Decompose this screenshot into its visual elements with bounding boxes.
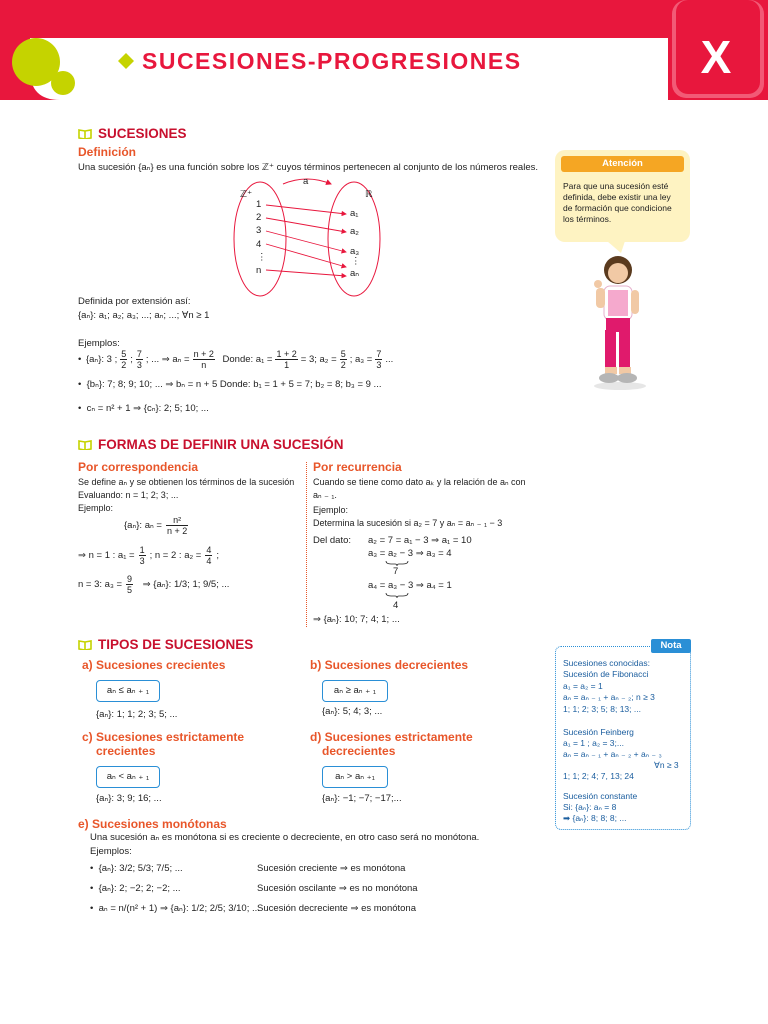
codomain-item: aₙ (350, 268, 360, 279)
domain-item: 3 (256, 225, 262, 236)
nota-box (555, 640, 691, 830)
underbrace-value: 4 (393, 600, 399, 611)
mapping-diagram (228, 172, 408, 302)
attention-title: Atención (561, 156, 684, 172)
recurrencia-text: Ejemplo: (313, 505, 349, 515)
fraction: $\frac{4}{4}$ (206, 545, 212, 566)
example-crecientes: {aₙ}: 1; 1; 2; 3; 5; ... (96, 709, 178, 720)
column-divider (306, 462, 307, 627)
subtitle-recurrencia: Por recurrencia (313, 460, 402, 474)
arrow-label: a (303, 176, 309, 187)
correspondencia-text: Se define aₙ y se obtienen los términos de la sucesión (78, 477, 295, 487)
definition-text: Una sucesión {aₙ} es una función sobre los ℤ⁺ cuyos términos pertenecen al conjunto de los números reales. (78, 162, 538, 173)
attention-text: Para que una sucesión esté (563, 181, 669, 191)
formula-box: aₙ ≥ aₙ ₊ ₁ (322, 680, 388, 702)
nota-line: Si: {aₙ}: aₙ = 8 (563, 802, 617, 812)
book-icon (78, 440, 92, 450)
monotona-example: • {aₙ}: 3/2; 5/3; 7/5; ... (90, 863, 183, 874)
attention-text: definida, debe existir una ley (563, 192, 671, 202)
recurrencia-step: a₂ = 7 = a₁ − 3 ⇒ a₁ = 10 (368, 535, 472, 546)
domain-item: n (256, 265, 262, 276)
fraction: $\frac{5}{2}$ (340, 349, 346, 370)
recurrencia-text: Cuando se tiene como dato aₖ y la relación de aₙ con (313, 477, 526, 487)
fraction: $\frac{1}{3}$ (139, 545, 145, 566)
nota-line: 1; 1; 2; 4; 7, 13; 24 (563, 771, 634, 781)
subtitle-estrictamente-crecientes: c) Sucesiones estrictamente (82, 730, 245, 744)
diamond-icon (118, 53, 134, 69)
correspondencia-text: Evaluando: n = 1; 2; 3; ... (78, 490, 179, 500)
extension-formula: {aₙ}: a₁; a₂; a₃; ...; aₙ; ...; ∀n ≥ 1 (78, 310, 210, 321)
nota-line: ∀n ≥ 3 (654, 760, 679, 770)
example-decrecientes: {aₙ}: 5; 4; 3; ... (322, 706, 383, 717)
domain-item: 1 (256, 199, 262, 210)
nota-line: a₁ = 1 ; a₂ = 3;... (563, 738, 624, 748)
examples-label: Ejemplos: (78, 338, 120, 349)
book-icon (78, 640, 92, 650)
section-title-sucesiones: SUCESIONES (98, 126, 187, 141)
example-2: • {bₙ}: 7; 8; 9; 10; ... ⇒ bₙ = n + 5 Donde: b₁ = 1 + 5 = 7; b₂ = 8; b₃ = 9 ... (78, 379, 382, 390)
attention-text: de formación que condicione (563, 203, 672, 213)
fraction: $\frac{5}{2}$ (121, 349, 127, 370)
codomain-item: a₃ (350, 246, 360, 257)
monotona-example: • aₙ = n/(n² + 1) ⇒ {aₙ}: 1/2; 2/5; 3/10; ... (90, 903, 260, 914)
fraction: $\frac{7}{3}$ (376, 349, 382, 370)
domain-item: ⋮ (257, 252, 267, 263)
codomain-item: a₁ (350, 208, 359, 219)
header-banner (0, 0, 768, 100)
del-dato-label: Del dato: (313, 535, 352, 546)
recurrencia-result: ⇒ {aₙ}: 10; 7; 4; 1; ... (313, 614, 400, 625)
example-estrictamente-crecientes: {aₙ}: 3; 9; 16; ... (96, 793, 162, 804)
codomain-label: ℝ (365, 189, 373, 200)
nota-line: Sucesión de Fibonacci (563, 669, 649, 679)
section-title-formas: FORMAS DE DEFINIR UNA SUCESIÓN (98, 437, 344, 452)
subtitle-crecientes: a) Sucesiones crecientes (82, 658, 226, 672)
attention-box (555, 150, 690, 242)
underbrace (385, 592, 409, 598)
monotona-example: • {aₙ}: 2; −2; 2; −2; ... (90, 883, 181, 894)
chapter-tab-letter: X (700, 31, 732, 83)
nota-line: aₙ = aₙ ₋ ₁ + aₙ ₋ ₂ + aₙ ₋ ₃ (563, 749, 662, 759)
attention-text: los términos. (563, 214, 612, 224)
subtitle-monotonas: e) Sucesiones monótonas (78, 817, 227, 831)
page-title: SUCESIONES-PROGRESIONES (142, 48, 522, 74)
correspondencia-formula: {aₙ}: aₙ = $\frac{\text{n²}}{n + 2}$ (124, 515, 188, 536)
nota-line: ➡ {aₙ}: 8; 8; 8; ... (563, 813, 627, 823)
fraction: $\frac{n + 2}{n}$ (193, 349, 214, 370)
section-title-tipos: TIPOS DE SUCESIONES (98, 637, 254, 652)
example-estrictamente-decrecientes: {aₙ}: −1; −7; −17;... (322, 793, 402, 804)
monotona-result: Sucesión oscilante ⇒ es no monótona (257, 883, 418, 894)
subtitle-estrictamente-decrecientes-2: decrecientes (322, 744, 396, 758)
subtitle-correspondencia: Por correspondencia (78, 460, 199, 474)
correspondencia-text: Ejemplo: (78, 503, 114, 513)
monotonas-text: Una sucesión aₙ es monótona si es creciente o decreciente, en otro caso será no monótona. (90, 832, 480, 843)
recurrencia-text: aₙ ₋ ₁. (313, 490, 337, 500)
codomain-item: ⋮ (351, 256, 361, 267)
recurrencia-text: Determina la sucesión si a₂ = 7 y aₙ = aₙ ₋ ₁ − 3 (313, 518, 503, 528)
formula-box: aₙ < aₙ ₊ ₁ (96, 766, 160, 788)
nota-line: aₙ = aₙ ₋ ₁ + aₙ ₋ ₂; n ≥ 3 (563, 692, 655, 702)
extension-label: Definida por extensión así: (78, 296, 191, 307)
fraction: $\frac{\text{n²}}{n + 2}$ (166, 515, 188, 536)
underbrace-value: 7 (393, 566, 399, 577)
formula-box: aₙ > aₙ ₊₁ (322, 766, 388, 788)
nota-line: Sucesiones conocidas: (563, 658, 650, 668)
subtitle-definicion: Definición (78, 145, 137, 159)
monotona-result: Sucesión decreciente ⇒ es monótona (257, 903, 416, 914)
fraction: $\frac{1 + 2}{1}$ (276, 349, 297, 370)
monotonas-examples-label: Ejemplos: (90, 846, 132, 857)
recurrencia-step: a₃ = a₂ − 3 ⇒ a₃ = 4 (368, 548, 452, 559)
subtitle-estrictamente-crecientes-2: crecientes (96, 744, 156, 758)
recurrencia-step: a₄ = a₃ − 3 ⇒ a₄ = 1 (368, 580, 452, 591)
book-icon (78, 129, 92, 139)
domain-item: 2 (256, 212, 262, 223)
nota-line: a₁ = a₂ = 1 (563, 681, 603, 691)
subtitle-decrecientes: b) Sucesiones decrecientes (310, 658, 469, 672)
nota-line: 1; 1; 2; 3; 5; 8; 13; ... (563, 704, 641, 714)
example-1: • {aₙ}: 3 ; $\frac{5}{2}$ ; $\frac{7}{3}$ ; ... ⇒ aₙ = $\frac{n + 2}{n}$ Donde: a₁ = $\frac{1 + 2}{1}$ = 3; a₂ = $\frac{5}{2}$ ; a₃ = $\frac{7}{3}$ ... (78, 349, 394, 370)
monotona-result: Sucesión creciente ⇒ es monótona (257, 863, 406, 874)
domain-item: 4 (256, 239, 262, 250)
domain-label: ℤ⁺ (240, 189, 253, 200)
nota-title: Nota (651, 639, 691, 653)
example-3: • cₙ = n² + 1 ⇒ {cₙ}: 2; 5; 10; ... (78, 403, 209, 414)
nota-line: Sucesión constante (563, 791, 638, 801)
fraction: $\frac{7}{3}$ (136, 349, 142, 370)
codomain-item: a₂ (350, 226, 359, 237)
nota-line: Sucesión Feinberg (563, 727, 634, 737)
student-girl-illustration (582, 252, 652, 392)
correspondencia-eval-1: ⇒ n = 1 : a₁ = $\frac{1}{3}$ ; n = 2 : a₂ = $\frac{4}{4}$ ; (78, 545, 220, 566)
fraction: $\frac{9}{5}$ (127, 574, 133, 595)
correspondencia-eval-2: n = 3: a₃ = $\frac{9}{5}$ ⇒ {aₙ}: 1/3; 1; 9/5; ... (78, 574, 230, 595)
formula-box: aₙ ≤ aₙ ₊ ₁ (96, 680, 160, 702)
subtitle-estrictamente-decrecientes: d) Sucesiones estrictamente (310, 730, 473, 744)
